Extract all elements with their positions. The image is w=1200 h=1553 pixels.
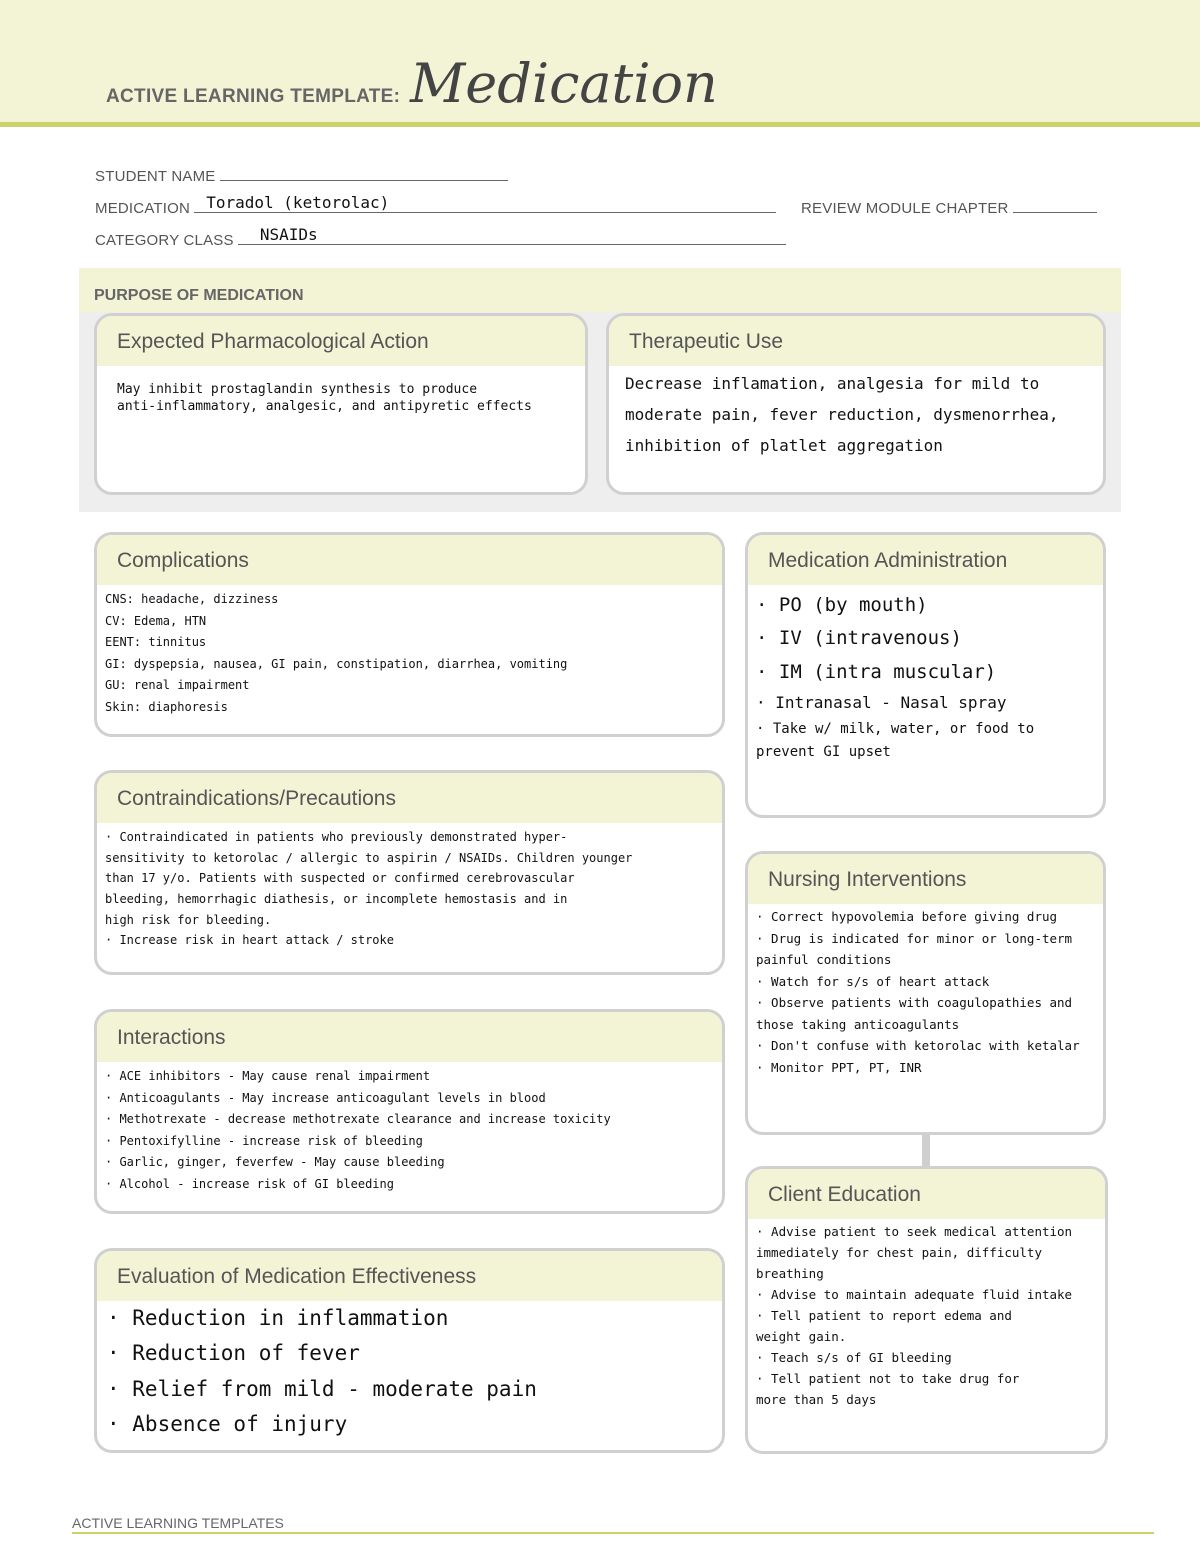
handwritten-line: · Monitor PPT, PT, INR [756, 1059, 922, 1075]
complications-body [97, 585, 722, 719]
category-value: NSAIDs [259, 225, 318, 244]
administration-title: Medication Administration [748, 535, 1103, 585]
handwritten-line: · Advise to maintain adequate fluid intake [756, 1287, 1073, 1302]
connector-line [922, 1133, 930, 1167]
nursing-title: Nursing Interventions [748, 854, 1103, 904]
review-module-row [801, 198, 1097, 217]
handwritten-line: sensitivity to ketorolac / allergic to aspirin / NSAIDs. Children younger [105, 850, 633, 865]
client-education-box[interactable] [745, 1166, 1108, 1454]
handwritten-line: those taking anticoagulants [756, 1016, 960, 1032]
handwritten-line: · Observe patients with coagulopathies and [756, 995, 1073, 1010]
handwritten-line: · Pentoxifylline - increase risk of bleeding [105, 1133, 423, 1148]
nursing-body [748, 904, 1103, 1078]
administration-body [748, 585, 1103, 763]
complications-title: Complications [97, 535, 722, 585]
handwritten-line: · Reduction in inflammation [107, 1306, 449, 1330]
handwritten-line: breathing [756, 1266, 824, 1281]
handwritten-line: bleeding, hemorrhagic diathesis, or incomplete hemostasis and in [105, 891, 568, 906]
therapeutic-use-body [609, 366, 1103, 462]
medication-row [95, 193, 776, 217]
handwritten-line: · Relief from mild - moderate pain [107, 1376, 537, 1401]
handwritten-line: painful conditions [756, 952, 892, 967]
handwritten-line: · IV (intravenous) [756, 627, 962, 650]
student-name-label: STUDENT NAME [95, 168, 216, 185]
handwritten-line: · Methotrexate - decrease methotrexate clearance and increase toxicity [105, 1112, 611, 1127]
handwritten-line: high risk for bleeding. [105, 912, 272, 927]
client-education-title: Client Education [748, 1169, 1105, 1219]
handwritten-line: prevent GI upset [756, 743, 891, 760]
handwritten-line: · Take w/ milk, water, or food to [756, 720, 1035, 737]
review-module-label: REVIEW MODULE CHAPTER [801, 200, 1009, 217]
handwritten-line: Decrease inflamation, analgesia for mild to [625, 374, 1040, 393]
handwritten-line: more than 5 days [756, 1392, 877, 1407]
therapeutic-use-box[interactable] [606, 313, 1106, 495]
therapeutic-use-title: Therapeutic Use [609, 316, 1103, 366]
footer-label: ACTIVE LEARNING TEMPLATES [72, 1515, 284, 1531]
administration-box[interactable] [745, 532, 1106, 818]
handwritten-line: · Absence of injury [107, 1411, 348, 1436]
handwritten-line: · Alcohol - increase risk of GI bleeding [105, 1176, 394, 1191]
expected-action-body [97, 366, 585, 416]
category-field[interactable] [238, 225, 786, 245]
handwritten-line: · Watch for s/s of heart attack [756, 973, 990, 989]
handwritten-line: May inhibit prostaglandin synthesis to produce [117, 382, 478, 397]
header-rule [0, 122, 1200, 127]
handwritten-line: · Teach s/s of GI bleeding [756, 1350, 952, 1365]
client-education-body [748, 1219, 1105, 1410]
category-row [95, 225, 786, 249]
handwritten-line: CV: Edema, HTN [105, 613, 207, 628]
contraindications-body [97, 823, 722, 951]
interactions-box[interactable] [94, 1009, 725, 1214]
handwritten-line: · PO (by mouth) [756, 594, 928, 616]
handwritten-line: anti-inflammatory, analgesic, and antipyretic effects [117, 398, 532, 414]
handwritten-line: EENT: tinnitus [105, 635, 207, 650]
interactions-title: Interactions [97, 1012, 722, 1062]
evaluation-body [97, 1301, 722, 1442]
handwritten-line: CNS: headache, dizziness [105, 592, 279, 606]
handwritten-line: GU: renal impairment [105, 678, 250, 693]
interactions-body [97, 1062, 722, 1196]
student-name-row [95, 166, 508, 185]
contraindications-title: Contraindications/Precautions [97, 773, 722, 823]
footer-rule [72, 1532, 1154, 1534]
handwritten-line: GI: dyspepsia, nausea, GI pain, constipation, diarrhea, vomiting [105, 656, 568, 671]
expected-action-title: Expected Pharmacological Action [97, 316, 585, 366]
handwritten-line: · Garlic, ginger, feverfew - May cause bleeding [105, 1155, 445, 1170]
medication-label: MEDICATION [95, 200, 191, 217]
template-title: Medication [410, 52, 718, 115]
medication-field[interactable] [194, 193, 776, 213]
evaluation-title: Evaluation of Medication Effectiveness [97, 1251, 722, 1301]
handwritten-line: · Tell patient to report edema and [756, 1308, 1012, 1323]
handwritten-line: · Don't confuse with ketorolac with ketalar [756, 1038, 1080, 1053]
category-label: CATEGORY CLASS [95, 232, 234, 249]
handwritten-line: Skin: diaphoresis [105, 699, 228, 714]
student-name-field[interactable] [220, 166, 508, 181]
medication-value: Toradol (ketorolac) [206, 193, 390, 212]
handwritten-line: · IM (intra muscular) [756, 660, 997, 683]
handwritten-line: · Drug is indicated for minor or long-term [756, 930, 1073, 946]
template-label: ACTIVE LEARNING TEMPLATE: [106, 86, 401, 107]
review-module-field[interactable] [1013, 198, 1097, 213]
handwritten-line: immediately for chest pain, difficulty [756, 1245, 1042, 1260]
handwritten-line: weight gain. [756, 1329, 847, 1344]
handwritten-line: · Correct hypovolemia before giving drug [756, 909, 1058, 924]
handwritten-line: · Increase risk in heart attack / stroke [105, 933, 394, 948]
purpose-label: PURPOSE OF MEDICATION [94, 287, 304, 304]
handwritten-line: moderate pain, fever reduction, dysmenorrhea, [625, 405, 1059, 425]
contraindications-box[interactable] [94, 770, 725, 975]
handwritten-line: · Reduction of fever [107, 1341, 360, 1366]
handwritten-line: · Intranasal - Nasal spray [756, 692, 1007, 712]
handwritten-line: · Contraindicated in patients who previously demonstrated hyper- [105, 830, 568, 844]
handwritten-line: · ACE inhibitors - May cause renal impairment [105, 1069, 431, 1083]
handwritten-line: · Anticoagulants - May increase anticoagulant levels in blood [105, 1090, 546, 1105]
handwritten-line: · Tell patient not to take drug for [756, 1371, 1020, 1386]
handwritten-line: · Advise patient to seek medical attention [756, 1224, 1073, 1239]
complications-box[interactable] [94, 532, 725, 737]
nursing-box[interactable] [745, 851, 1106, 1135]
handwritten-line: inhibition of platlet aggregation [625, 436, 943, 456]
evaluation-box[interactable] [94, 1248, 725, 1453]
handwritten-line: than 17 y/o. Patients with suspected or confirmed cerebrovascular [105, 871, 575, 886]
expected-action-box[interactable] [94, 313, 588, 495]
